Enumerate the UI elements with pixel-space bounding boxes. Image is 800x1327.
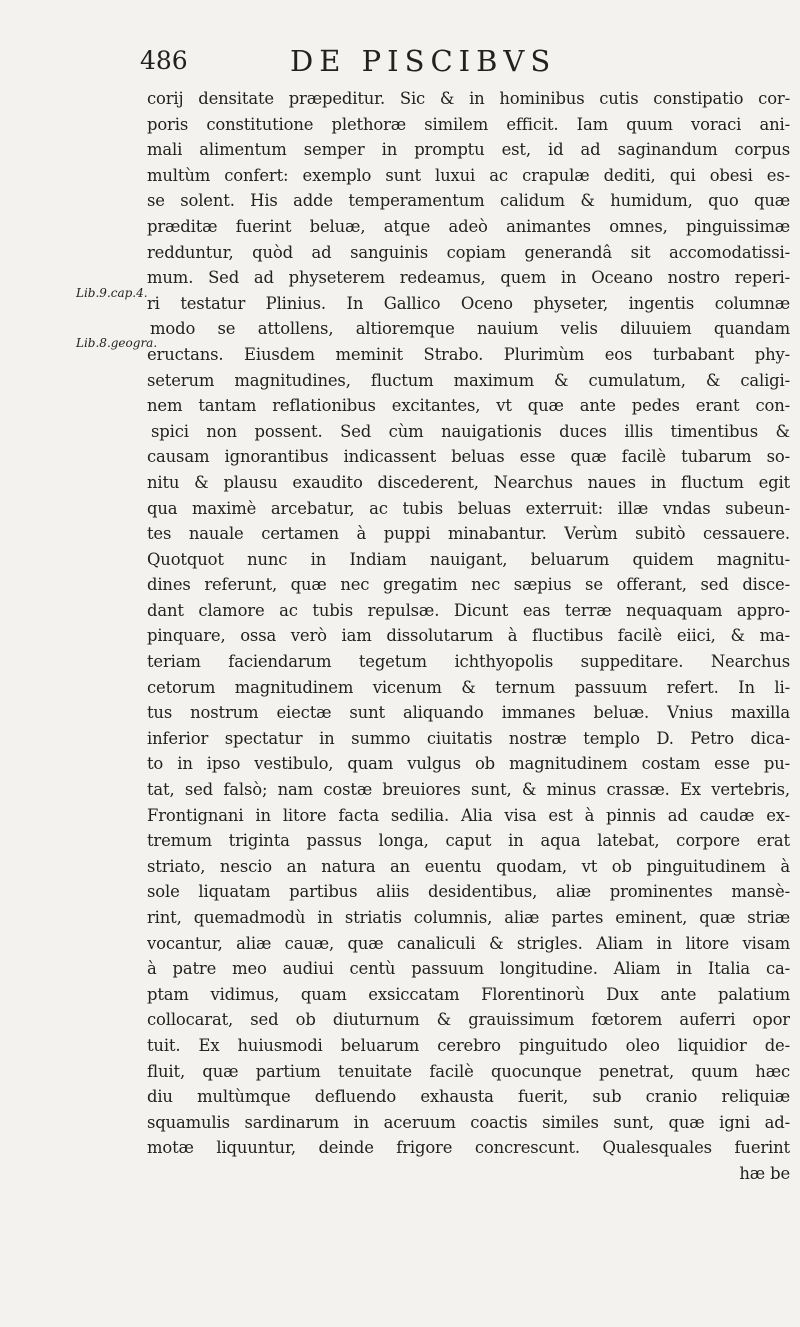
text-line: tat, sed falsò; nam costæ breuiores sunt, & minus crassæ. Ex vertebris, [147, 780, 790, 800]
text-line: tuit. Ex huiusmodi beluarum cerebro pinguitudo oleo liquidior de- [147, 1035, 790, 1055]
running-title: DE PISCIBVS [290, 44, 557, 78]
text-line: eructans. Eiusdem meminit Strabo. Plurimùm eos turbabant phy- [147, 344, 790, 364]
text-line: cetorum magnitudinem vicenum & ternum passuum refert. In li- [147, 677, 790, 697]
text-line: vocantur, aliæ cauæ, quæ canaliculi & strigles. Aliam in litore visam [147, 933, 790, 953]
text-line: collocarat, sed ob diuturnum & grauissimum fœtorem auferri opor [147, 1010, 790, 1030]
text-line: motæ liquuntur, deinde frigore concrescunt. Qualesquales fuerint [147, 1138, 790, 1158]
text-line: dines referunt, quæ nec gregatim nec sæpius se offerant, sed disce- [147, 575, 790, 595]
text-line: spici non possent. Sed cùm nauigationis duces illis timentibus & [151, 421, 790, 441]
text-line: mum. Sed ad physeterem redeamus, quem in Oceano nostro reperi- [147, 268, 790, 288]
text-line: Quotquot nunc in Indiam nauigant, beluarum quidem magnitu- [147, 549, 790, 569]
page-number: 486 [140, 46, 188, 75]
text-line: diu multùmque defluendo exhausta fuerit, sub cranio reliquiæ [147, 1087, 790, 1107]
text-line: tes nauale certamen à puppi minabantur. Verùm subitò cessauere. [147, 524, 790, 544]
text-line: à patre meo audiui centù passuum longitudine. Aliam in Italia ca- [147, 959, 790, 979]
margin-note-pliny-ref: Lib.9.cap.4. [76, 286, 148, 300]
text-line: rint, quemadmodù in striatis columnis, aliæ partes eminent, quæ striæ [147, 908, 790, 927]
text-line: ri testatur Plinius. In Gallico Oceno physeter, ingentis columnæ [147, 293, 790, 313]
text-line: nitu & plausu exaudito discederent, Nearchus naues in fluctum egit [147, 472, 790, 492]
text-line: tremum triginta passus longa, caput in aqua latebat, corpore erat [147, 831, 790, 851]
marginalia [0, 0, 158, 1327]
text-line: ptam vidimus, quam exsiccatam Florentinorù Dux ante palatium [147, 984, 790, 1004]
text-line: modo se attollens, altioremque nauium velis diluuiem quandam [150, 319, 790, 339]
body-text [147, 86, 790, 1187]
text-line: striato, nescio an natura an euentu quodam, vt ob pinguitudinem à [147, 856, 790, 876]
text-line: causam ignorantibus indicassent beluas esse quæ facilè tubarum so- [147, 447, 790, 467]
text-line: se solent. His adde temperamentum calidum & humidum, quo quæ [147, 191, 790, 211]
page-header [140, 44, 640, 84]
text-line: pinquare, ossa verò iam dissolutarum à fluctibus facilè eiici, & ma- [147, 626, 790, 646]
text-line: fluit, quæ partium tenuitate facilè quocunque penetrat, quum hæc [147, 1061, 790, 1081]
text-line: to in ipso vestibulo, quam vulgus ob magnitudinem costam esse pu- [147, 754, 790, 774]
text-line: sole liquatam partibus aliis desidentibus, aliæ prominentes mansè- [147, 882, 790, 902]
text-line: teriam faciendarum tegetum ichthyopolis suppeditare. Nearchus [147, 652, 790, 672]
text-line: redduntur, quòd ad sanguinis copiam generandâ sit accomodatissi- [147, 242, 790, 262]
text-line: præditæ fuerint beluæ, atque adeò animantes omnes, pinguissimæ [147, 216, 790, 236]
text-line: Frontignani in litore facta sedilia. Alia visa est à pinnis ad caudæ ex- [147, 805, 790, 825]
text-line: seterum magnitudines, fluctum maximum & cumulatum, & caligi- [147, 370, 790, 390]
text-line: dant clamore ac tubis repulsæ. Dicunt eas terræ nequaquam appro- [147, 600, 790, 620]
text-line: inferior spectatur in summo ciuitatis nostræ templo D. Petro dica- [147, 728, 790, 748]
text-line: squamulis sardinarum in aceruum coactis similes sunt, quæ igni ad- [147, 1112, 790, 1132]
catchword: hæ be [739, 1163, 790, 1183]
text-line: mali alimentum semper in promptu est, id ad saginandum corpus [147, 140, 790, 160]
text-line: tus nostrum eiectæ sunt aliquando immanes beluæ. Vnius maxilla [147, 703, 790, 723]
text-line: multùm confert: exemplo sunt luxui ac crapulæ dediti, qui obesi es- [147, 165, 790, 185]
text-line: qua maximè arcebatur, ac tubis beluas exterruit: illæ vndas subeun- [147, 498, 790, 518]
text-line: corij densitate præpeditur. Sic & in hominibus cutis constipatio cor- [147, 89, 790, 108]
text-line: nem tantam reflationibus excitantes, vt quæ ante pedes erant con- [147, 396, 790, 416]
margin-note-strabo-ref: Lib.8.geogra. [76, 336, 158, 350]
text-line: poris constitutione plethoræ similem efficit. Iam quum voraci ani- [147, 114, 790, 134]
